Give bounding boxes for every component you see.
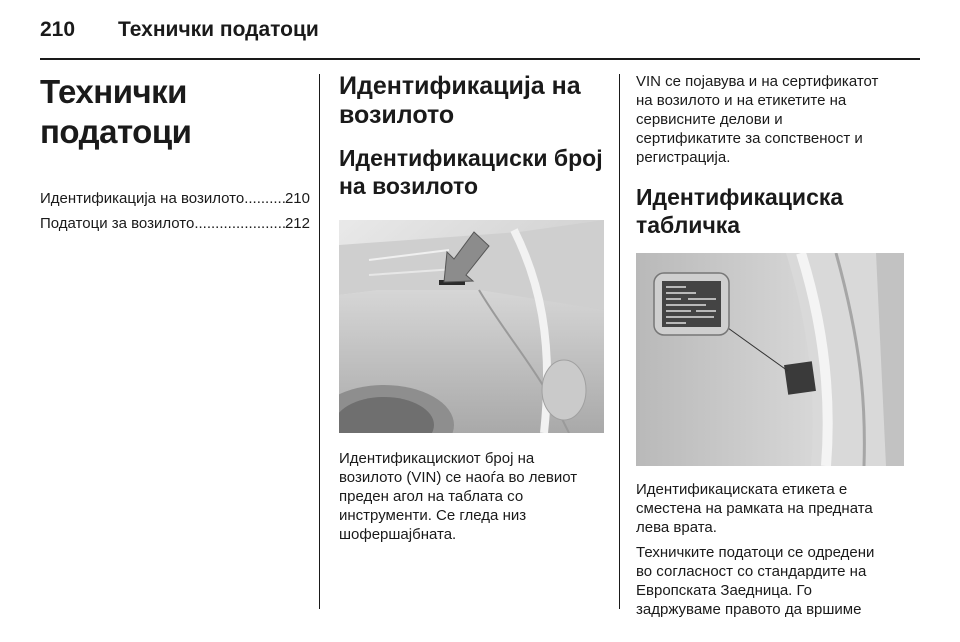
- paragraph-line: VIN се појавува и на сертификатот: [636, 73, 879, 90]
- paragraph-line: сервисните делови и: [636, 111, 783, 128]
- toc-entry-page: 210: [284, 190, 310, 207]
- caption-line: лева врата.: [636, 519, 717, 536]
- subsection-title: [339, 144, 604, 200]
- toc-entry[interactable]: [40, 186, 310, 211]
- header-divider: [40, 58, 920, 60]
- column-divider: [619, 74, 620, 609]
- toc-entry[interactable]: [40, 211, 310, 236]
- paragraph-line: регистрација.: [636, 149, 731, 166]
- chapter-column: [40, 72, 310, 236]
- paragraph-line: Техничките податоци се одредени: [636, 544, 875, 561]
- paragraph-line: сертификатите за сопственост и: [636, 130, 863, 147]
- figure-caption: [339, 449, 604, 544]
- toc-entry-page: 212: [284, 215, 310, 232]
- paragraph-line: задржуваме правото да вршиме: [636, 601, 862, 618]
- caption-line: возилото (VIN) се наоѓа во левиот: [339, 469, 578, 486]
- door-frame-label-icon: [636, 253, 904, 466]
- toc-entry-title: Идентификација на возилото: [40, 190, 245, 207]
- caption-line: Идентификациската етикета е: [636, 481, 848, 498]
- column-divider: [319, 74, 320, 609]
- subsection-title-line: Идентификациски број: [339, 145, 603, 171]
- caption-line: шофершајбната.: [339, 526, 457, 543]
- toc-leader-dots: [194, 211, 285, 236]
- page-header: [40, 18, 920, 52]
- toc-leader-dots: [244, 186, 285, 211]
- caption-line: Идентификацискиот број на: [339, 450, 535, 467]
- subsection-title-line: на возилото: [339, 173, 479, 199]
- running-title: Технички податоци: [118, 18, 319, 41]
- id-plate-illustration: [636, 253, 904, 466]
- paragraph-line: Европската Заедница. Го: [636, 582, 812, 599]
- table-of-contents: [40, 186, 310, 236]
- section-title: [339, 72, 604, 130]
- intro-paragraph: [636, 72, 904, 167]
- caption-line: инструменти. Се гледа низ: [339, 507, 527, 524]
- vin-location-illustration: [339, 220, 604, 433]
- figure-caption: [636, 480, 904, 537]
- standards-paragraph: [636, 543, 904, 619]
- section-title-line: возилото: [339, 101, 455, 129]
- caption-line: сместена на рамката на предната: [636, 500, 873, 517]
- caption-line: преден агол на таблата со: [339, 488, 524, 505]
- paragraph-line: во согласност со стандардите на: [636, 563, 867, 580]
- page-number: 210: [40, 18, 76, 41]
- chapter-title: Технички податоци: [40, 73, 192, 150]
- toc-entry-title: Податоци за возилото: [40, 215, 195, 232]
- paragraph-line: на возилото и на етикетите на: [636, 92, 847, 109]
- section-title-line: Идентификација на: [339, 72, 581, 100]
- subsection-title-line: Идентификациска: [636, 184, 844, 210]
- subsection-title: [636, 183, 904, 239]
- content-column: [636, 72, 904, 619]
- car-windshield-vin-icon: [339, 220, 604, 433]
- subsection-title-line: табличка: [636, 212, 741, 238]
- section-column: [339, 72, 604, 544]
